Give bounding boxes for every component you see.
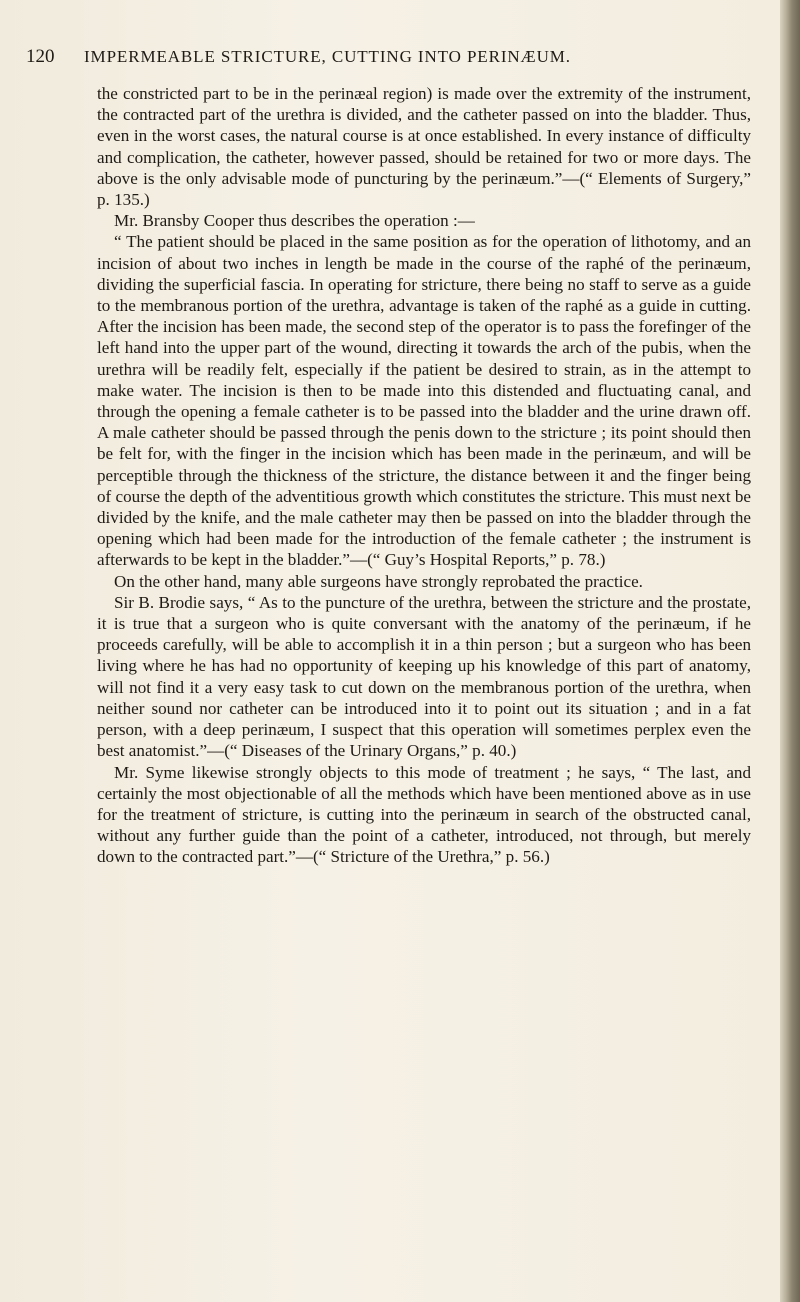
page-number: 120 (26, 46, 55, 67)
paragraph: Sir B. Brodie says, “ As to the puncture of the urethra, between the stricture and the prostate, it is true that a surgeon who is quite conversant with the anatomy of the perinæum, if he proceeds carefully, will be able to accomplish it in a thin person ; but a surgeon who has been living where he has had no opportunity of keeping up his knowledge of this part of anatomy, will not find it a very easy task to cut down on the membranous portion of the urethra, when neither sound nor catheter can be introduced into it to point out its situation ; and in a fat person, with a deep perinæum, I suspect that this operation will sometimes perplex even the best anatomist.”—(“ Diseases of the Urinary Organs,” p. 40.) (97, 592, 751, 761)
paragraph: “ The patient should be placed in the same position as for the operation of lithotomy, and an incision of about two inches in length be made in the course of the raphé of the perinæum, dividing the superficial fascia. In operating for stricture, there being no staff to serve as a guide to the membranous portion of the urethra, advantage is taken of the raphé as a guide in cutting. After the incision has been made, the second step of the operator is to pass the forefinger of the left hand into the upper part of the wound, directing it towards the arch of the pubis, when the urethra will be readily felt, especially if the patient be desired to strain, as in the attempt to make water. The incision is then to be made into this distended and fluctuating canal, and through the opening a female catheter is to be passed into the bladder and the urine drawn off. A male catheter should be passed through the penis down to the stricture ; its point should then be felt for, with the finger in the incision which has been made in the perinæum, and will be perceptible through the thickness of the stricture, the distance between it and the finger being of course the depth of the adventitious growth which constitutes the stricture. This must next be divided by the knife, and the male catheter may then be passed on into the bladder through the opening which had been made for the introduction of the female catheter ; the instrument is afterwards to be kept in the bladder.”—(“ Guy’s Hospital Reports,” p. 78.) (97, 232, 751, 570)
running-header (26, 46, 746, 68)
paragraph: On the other hand, many able surgeons have strongly reprobated the practice. (114, 571, 643, 591)
running-title: IMPERMEABLE STRICTURE, CUTTING INTO PERINÆUM. (84, 47, 571, 66)
page-edge (780, 0, 800, 1302)
paragraph: Mr. Syme likewise strongly objects to this mode of treatment ; he says, “ The last, and certainly the most objectionable of all the methods which have been mentioned above as in use for the treatment of stricture, is cutting into the perinæum in search of the obstructed canal, without any further guide than the point of a catheter, introduced, not through, but merely down to the contracted part.”—(“ Stricture of the Urethra,” p. 56.) (97, 762, 751, 867)
paragraph: the constricted part to be in the perinæal region) is made over the extremity of the instrument, the contracted part of the urethra is divided, and the catheter passed on into the bladder. Thus, even in the worst cases, the natural course is at once established. In every instance of difficulty and complication, the catheter, however passed, should be retained for two or more days. The above is the only advisable mode of puncturing by the perinæum.”—(“ Elements of Surgery,” p. 135.) (97, 84, 751, 210)
paragraph: Mr. Bransby Cooper thus describes the operation :— (114, 211, 475, 231)
body-text (97, 83, 751, 868)
